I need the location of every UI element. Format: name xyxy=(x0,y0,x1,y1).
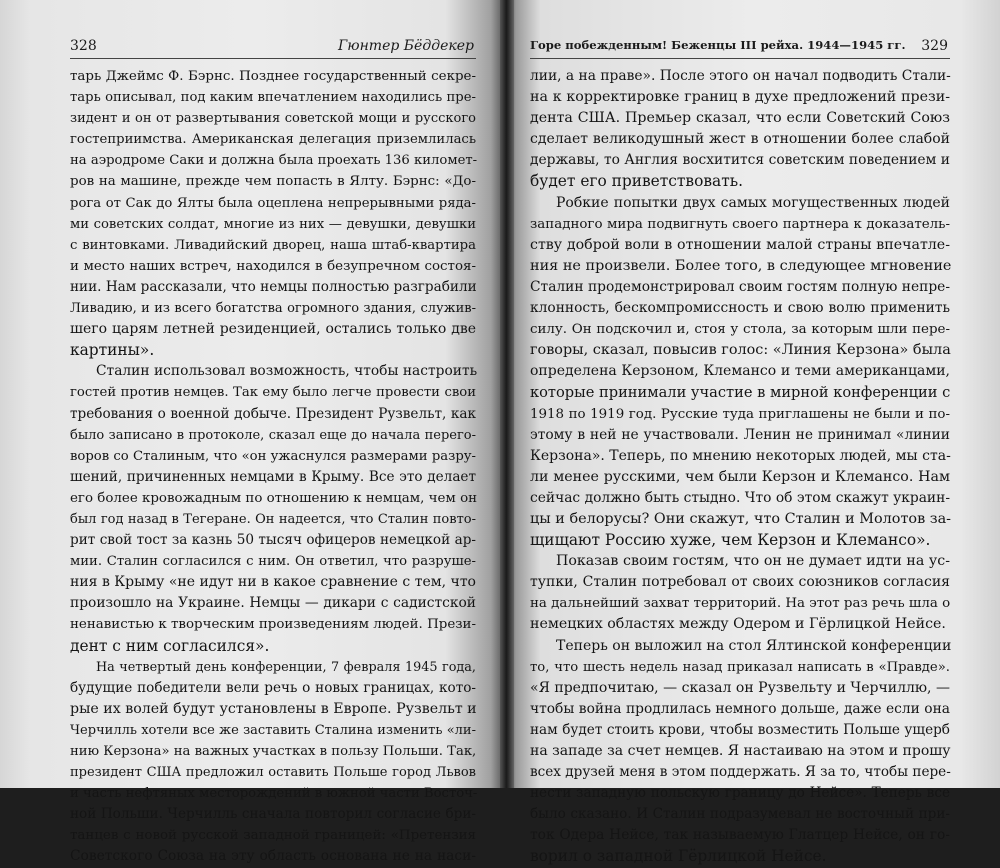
book-gutter xyxy=(500,0,514,788)
text-line: то, что шесть недель назад приказал написать в «Правде». xyxy=(530,659,950,675)
right-page-number: 329 xyxy=(921,38,948,54)
text-line: рые их волей будут установлены в Европе. Рузвельт и xyxy=(70,700,477,717)
text-line: тарь Джеймс Ф. Бэрнс. Позднее государственный секре- xyxy=(70,69,476,84)
text-line: дента США. Премьер сказал, что если Советский Союз xyxy=(530,110,950,127)
text-line: на аэродроме Саки и должна была проехать 136 километ- xyxy=(70,153,478,169)
text-line: гостей против немцев. Так ему было легче провести свои xyxy=(70,385,476,401)
text-line: гостеприимства. Американская делегация приземлилась xyxy=(70,132,476,148)
text-line: цы и белорусы? Они скажут, что Сталин и Молотов за- xyxy=(530,510,952,527)
text-line: лии, а на праве». После этого он начал подводить Стали- xyxy=(530,68,951,84)
text-line: на к корректировке границ в духе предложений прези- xyxy=(530,89,950,106)
left-running-title: Гюнтер Бёддекер xyxy=(337,38,474,54)
text-line: тупки, Сталин потребовал от своих союзников согласия xyxy=(530,574,950,591)
text-line: и место наших встреч, находился в безупречном состоя- xyxy=(70,258,476,274)
text-line: было записано в протоколе, сказал еще до начала перего- xyxy=(70,427,476,443)
text-line: Советского Союза на эту область основана не на наси- xyxy=(70,848,476,865)
text-line: ми советских солдат, многие из них — девушки, девушки xyxy=(70,216,476,232)
text-line: был год назад в Тегеране. Он надеется, что Сталин повто- xyxy=(70,511,476,527)
text-line: Сталин продемонстрировал своим гостям полную непре- xyxy=(530,278,950,295)
text-line: сделает великодушный жест в отношении более слабой xyxy=(530,131,950,148)
text-line: Показав своим гостям, что он не думает идти на ус- xyxy=(556,553,950,570)
text-line: танцев с новой русской западной границей: «Претензия xyxy=(70,828,476,844)
right-text-block xyxy=(530,66,950,868)
text-line: ворил о западной Гёрлицкой Нейсе. xyxy=(530,847,827,866)
text-line: будет его приветствовать. xyxy=(530,172,743,191)
text-line: тарь описывал, под каким впечатлением находились пре- xyxy=(70,90,476,106)
text-line: нию Керзона» на важных участках в пользу Польши. Так, xyxy=(70,744,477,759)
text-line: определена Керзоном, Клемансо и теми американцами, xyxy=(530,363,950,380)
text-line: ной Польши. Черчилль сначала повторил согласие бри- xyxy=(70,806,476,823)
right-running-title: Горе побежденным! Беженцы III рейха. 1944—1945 гг. xyxy=(530,38,906,52)
text-line: ров на машине, прежде чем попасть в Ялту. Бэрнс: «До- xyxy=(70,174,476,190)
text-line: президент США предложил оставить Польше город Львов xyxy=(70,765,476,781)
text-line: Робкие попытки двух самых могущественных людей xyxy=(556,194,950,211)
text-line: Керзона». Теперь, по мнению некоторых людей, мы ста- xyxy=(530,447,951,464)
text-line: на западе за счет немцев. Я настаиваю на этом и прошу xyxy=(530,743,951,759)
text-line: дент с ним согласился». xyxy=(70,636,270,655)
text-line: зидент и он от развертывания советской мощи и русского xyxy=(70,111,476,127)
text-line: «Я предпочитаю, — сказал он Рузвельту и Черчиллю, — xyxy=(530,679,950,696)
text-line: будущие победители вели речь о новых границах, кото- xyxy=(70,679,476,696)
text-line: рога от Сак до Ялты была оцеплена непрерывными ряда- xyxy=(70,195,476,211)
text-line: ству доброй воли в отношении малой страны впечатле- xyxy=(530,236,950,253)
text-line: Сталин использовал возможность, чтобы настроить xyxy=(96,363,478,380)
text-line: нии. Нам рассказали, что немцы полностью разграбили xyxy=(70,278,477,295)
left-page-number: 328 xyxy=(70,38,97,54)
text-line: с винтовками. Ливадийский дворец, наша штаб-квартира xyxy=(70,237,476,253)
left-page-header xyxy=(70,36,476,59)
text-line: Ливадию, и из всего богатства огромного здания, служив- xyxy=(70,301,476,317)
text-line: говоры, сказал, повысив голос: «Линия Керзона» была xyxy=(530,342,951,359)
text-line: нести западную польскую границу до Нейсе». Теперь все xyxy=(530,785,950,802)
text-line: шего царям летней резиденцией, остались только две xyxy=(70,321,476,338)
text-line: на дальнейший захват территорий. На этот раз речь шла о xyxy=(530,596,951,612)
text-line: и часть нефтяных месторождений в южной части Восточ- xyxy=(70,786,478,802)
text-line: сейчас должно быть стыдно. Что об этом скажут украин- xyxy=(530,489,950,506)
left-text-block xyxy=(70,66,476,868)
text-line: ния в Крыму «не идут ни в какое сравнение с тем, что xyxy=(70,574,476,591)
text-line: немецких областях между Одером и Гёрлицкой Нейсе. xyxy=(530,616,946,633)
right-page xyxy=(506,0,1000,866)
right-page-header xyxy=(530,36,950,59)
text-line: Черчилль хотели все же заставить Сталина изменить «ли- xyxy=(70,722,476,738)
text-line: державы, то Англия восхитится советским поведением и xyxy=(530,152,950,169)
text-line: силу. Он подскочил и, стоя у стола, за которым шли пере- xyxy=(530,322,950,338)
text-line: воров со Сталиным, что «он ужаснулся размерами разру- xyxy=(70,448,476,464)
text-line: произошло на Украине. Немцы — дикари с садистской xyxy=(70,595,476,612)
text-line: ток Одера Нейсе, так называемую Глатцер Нейсе, он го- xyxy=(530,827,950,844)
text-line: нам будет стоить крови, чтобы возместить Польше ущерб xyxy=(530,721,950,738)
text-line: шений, причиненных немцами в Крыму. Все это делает xyxy=(70,468,476,485)
text-line: которые принимали участие в мирной конференции с xyxy=(530,384,951,402)
text-line: ненавистью к творческим произведениям людей. Прези- xyxy=(70,617,476,633)
text-line: рит свой тост за казнь 50 тысяч офицеров немецкой ар- xyxy=(70,532,476,549)
text-line: ли менее русскими, чем были Керзон и Клемансо. Нам xyxy=(530,468,950,485)
text-line: щищают Россию хуже, чем Керзон и Клемансо». xyxy=(530,531,931,550)
text-line: западного мира подвигнуть своего партнера к доказатель- xyxy=(530,216,950,232)
text-line: чтобы война продлилась немного дольше, даже если она xyxy=(530,700,950,717)
text-line: Теперь он выложил на стол Ялтинской конференции xyxy=(556,637,952,654)
text-line: всех друзей меня в этом поддержать. Я за то, чтобы пере- xyxy=(530,764,951,781)
text-line: было сказано. И Сталин подразумевал не восточный при- xyxy=(530,806,950,823)
text-line: картины». xyxy=(70,341,155,360)
text-line: его более кровожадным по отношению к немцам, чем он xyxy=(70,490,478,506)
text-line: На четвертый день конференции, 7 февраля 1945 года, xyxy=(96,659,476,675)
text-line: мии. Сталин согласился с ним. Он ответил, что разруше- xyxy=(70,554,476,570)
text-line: ния не произвели. Более того, в следующее мгновение xyxy=(530,257,952,274)
text-line: клонность, бескомпромиссность и свою волю применить xyxy=(530,300,950,317)
text-line: требования о военной добыче. Президент Рузвельт, как xyxy=(70,405,476,422)
text-line: этому в ней не участвовали. Ленин не принимал «линии xyxy=(530,426,950,443)
text-line: 1918 по 1919 год. Русские туда приглашены не были и по- xyxy=(530,406,950,422)
